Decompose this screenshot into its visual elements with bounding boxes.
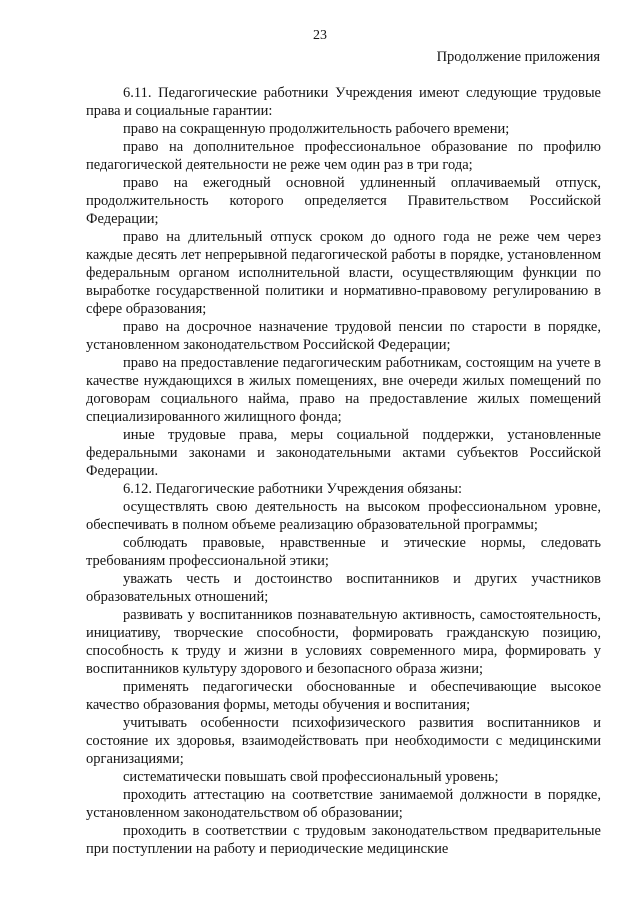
list-item: учитывать особенности психофизического развития воспитанников и состояние их здоровья, взаимодействовать при необходимости с медицинскими организациями;: [86, 715, 601, 767]
list-item: проходить в соответствии с трудовым законодательством предварительные при поступлении на работу и периодические медицинские: [86, 823, 601, 857]
continuation-header: Продолжение приложения: [436, 49, 600, 65]
document-body: [86, 84, 601, 858]
list-item: иные трудовые права, меры социальной поддержки, установленные федеральными законами и законодательными актами субъектов Российской Федерации.: [86, 427, 601, 479]
list-item: уважать честь и достоинство воспитанников и других участников образовательных отношений;: [86, 571, 601, 605]
list-item: систематически повышать свой профессиональный уровень;: [123, 769, 499, 785]
list-item: право на длительный отпуск сроком до одного года не реже чем через каждые десять лет непрерывной педагогической работы в порядке, установленном федеральным органом исполнительной власти, осуществляющим функции по выработке государственной политики и нормативно-правовому регулированию в сфере образования;: [86, 229, 601, 317]
list-item: применять педагогически обоснованные и обеспечивающие высокое качество образования формы, методы обучения и воспитания;: [86, 679, 601, 713]
list-item: развивать у воспитанников познавательную активность, самостоятельность, инициативу, творческие способности, формировать гражданскую позицию, способность к труду и жизни в условиях современного мира, формировать у воспитанников культуру здорового и безопасного образа жизни;: [86, 607, 601, 677]
list-item: право на ежегодный основной удлиненный оплачиваемый отпуск, продолжительность которого определяется Правительством Российской Федерации;: [86, 175, 601, 227]
section-6-12-heading: 6.12. Педагогические работники Учреждения обязаны:: [123, 481, 463, 497]
list-item: право на дополнительное профессиональное образование по профилю педагогической деятельности не реже чем один раз в три года;: [86, 139, 601, 173]
list-item: право на предоставление педагогическим работникам, состоящим на учете в качестве нуждающихся в жилых помещениях, вне очереди жилых помещений по договорам социального найма, право на предоставление жилых помещений специализированного жилищного фонда;: [86, 355, 601, 425]
page-number: 23: [313, 28, 327, 43]
list-item: право на досрочное назначение трудовой пенсии по старости в порядке, установленном законодательством Российской Федерации;: [86, 319, 601, 353]
list-item: проходить аттестацию на соответствие занимаемой должности в порядке, установленном законодательством об образовании;: [86, 787, 601, 821]
section-6-11-heading: 6.11. Педагогические работники Учреждения имеют следующие трудовые права и социальные гарантии:: [86, 85, 601, 119]
list-item: право на сокращенную продолжительность рабочего времени;: [123, 121, 510, 137]
list-item: осуществлять свою деятельность на высоком профессиональном уровне, обеспечивать в полном объеме реализацию образовательной программы;: [86, 499, 601, 533]
list-item: соблюдать правовые, нравственные и этические нормы, следовать требованиям профессиональной этики;: [86, 535, 601, 569]
